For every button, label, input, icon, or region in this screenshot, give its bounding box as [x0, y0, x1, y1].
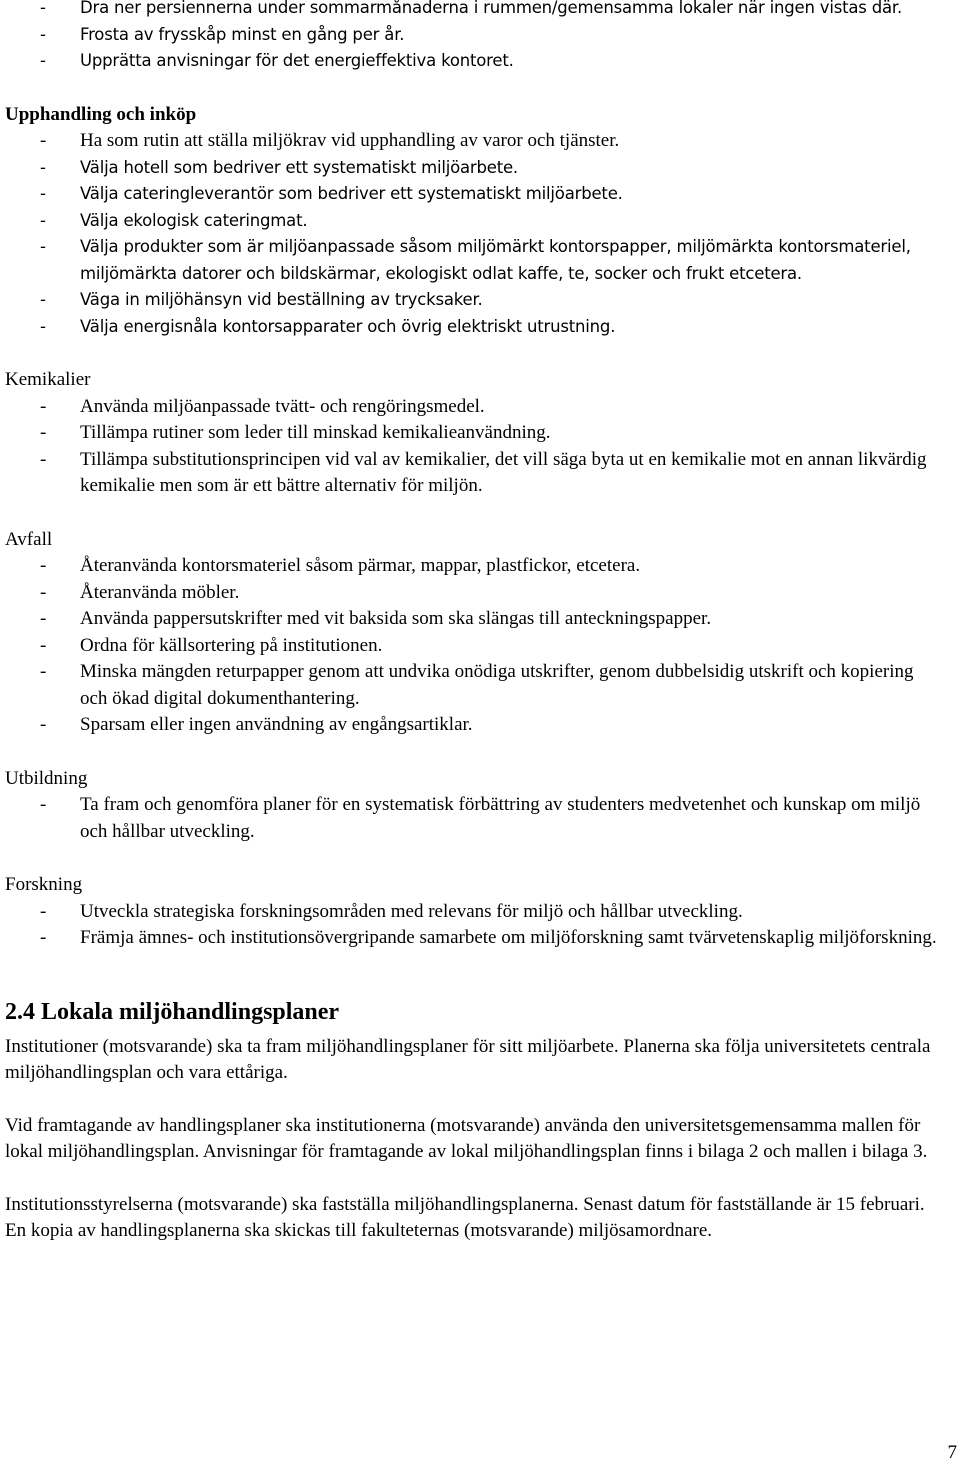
- list-item-text: Utveckla strategiska forskningsområden med relevans för miljö och hållbar utveckling.: [80, 900, 743, 922]
- list-dash: -: [40, 555, 47, 576]
- list-item-text: Återanvända möbler.: [80, 581, 240, 603]
- list-dash: -: [40, 184, 46, 203]
- section-kemikalier: [5, 367, 945, 500]
- list-item-text: Frosta av frysskåp minst en gång per år.: [80, 24, 405, 44]
- list-item: [5, 181, 945, 208]
- list-item-text: Välja hotell som bedriver ett systematiskt miljöarbete.: [80, 157, 518, 177]
- list-dash: -: [40, 237, 46, 256]
- section-heading: Avfall: [5, 528, 53, 550]
- section-title: 2.4 Lokala miljöhandlingsplaner: [5, 998, 340, 1025]
- list-item-text: Välja produkter som är miljöanpassade såsom miljömärkt kontorspapper, miljömärkta kontorsmateriel, miljömärkta datorer och bildskärmar, ekologiskt odlat kaffe, te, socker och frukt etcetera.: [80, 237, 911, 283]
- list-dash: -: [40, 581, 47, 603]
- list-item: [5, 128, 945, 155]
- list-dash: -: [40, 290, 46, 309]
- list-dash: -: [40, 608, 47, 629]
- section-heading: Forskning: [5, 874, 83, 895]
- list-dash: -: [40, 0, 46, 17]
- list-item-text: Välja energisnåla kontorsapparater och övrig elektriskt utrustning.: [80, 316, 616, 336]
- list-item-text: Tillämpa rutiner som leder till minskad kemikalieanvändning.: [80, 422, 551, 443]
- document-body: [5, 0, 945, 1271]
- list-item-text: Använda pappersutskrifter med vit baksida som ska slängas till anteckningspapper.: [80, 608, 712, 629]
- list-dash: -: [40, 448, 47, 470]
- list-dash: -: [40, 422, 47, 443]
- list-item: [5, 208, 945, 235]
- section-list: [5, 899, 945, 952]
- list-item: [5, 234, 945, 287]
- section-list: [5, 394, 945, 500]
- list-item-text: Väga in miljöhänsyn vid beställning av trycksaker.: [80, 290, 483, 309]
- section-heading: Kemikalier: [5, 369, 91, 390]
- paragraph: Institutioner (motsvarande) ska ta fram miljöhandlingsplaner för sitt miljöarbete. Planerna ska följa universitetets centrala miljöhandlingsplan och vara ettåriga.: [5, 1035, 931, 1083]
- list-item: [5, 314, 945, 341]
- list-dash: -: [40, 900, 47, 922]
- list-item: [5, 712, 945, 739]
- list-item: [5, 394, 945, 421]
- list-item: [5, 48, 945, 75]
- list-item: [5, 22, 945, 49]
- paragraph: Institutionsstyrelserna (motsvarande) ska fastställa miljöhandlingsplanerna. Senast datum för fastställande är 15 februari. En kopia av handlingsplanerna ska skickas till fakulteternas (motsvarande) miljösamordnare.: [5, 1193, 925, 1241]
- list-dash: -: [40, 634, 47, 656]
- list-dash: -: [40, 927, 47, 948]
- section-avfall: [5, 527, 945, 739]
- list-item: [5, 447, 945, 500]
- list-dash: -: [40, 157, 46, 177]
- paragraph: Vid framtagande av handlingsplaner ska institutionerna (motsvarande) använda den universitetsgemensamma mallen för lokal miljöhandlingsplan. Anvisningar för framtagande av lokal miljöhandlingsplan finns i bilaga 2 och mallen i bilaga 3.: [5, 1114, 928, 1162]
- list-dash: -: [40, 130, 47, 151]
- list-item-text: Sparsam eller ingen användning av engångsartiklar.: [80, 714, 473, 735]
- list-item: [5, 925, 945, 952]
- list-item-text: Minska mängden returpapper genom att undvika onödiga utskrifter, genom dubbelsidig utskrift och kopiering och ökad digital dokumenthantering.: [80, 661, 914, 709]
- list-item-text: Välja cateringleverantör som bedriver ett systematiskt miljöarbete.: [80, 184, 623, 203]
- section-utbildning: [5, 766, 945, 846]
- list-dash: -: [40, 24, 46, 44]
- list-item-text: Upprätta anvisningar för det energieffektiva kontoret.: [80, 51, 514, 70]
- section-list: [5, 553, 945, 739]
- section-list: [5, 792, 945, 845]
- list-dash: -: [40, 210, 46, 230]
- list-item-text: Välja ekologisk cateringmat.: [80, 210, 308, 230]
- list-dash: -: [40, 51, 46, 70]
- list-item-text: Ha som rutin att ställa miljökrav vid upphandling av varor och tjänster.: [80, 130, 620, 151]
- section-heading: Utbildning: [5, 767, 88, 789]
- list-item-text: Främja ämnes- och institutionsövergripande samarbete om miljöforskning samt tvärvetenskaplig miljöforskning.: [80, 927, 937, 948]
- list-item: [5, 580, 945, 607]
- list-item: [5, 659, 945, 712]
- section-list: [5, 128, 945, 340]
- list-dash: -: [40, 714, 47, 735]
- list-item: [5, 155, 945, 182]
- list-dash: -: [40, 316, 46, 336]
- list-dash: -: [40, 395, 47, 417]
- section-forskning: [5, 872, 945, 952]
- list-item: [5, 606, 945, 633]
- list-item-text: Återanvända kontorsmateriel såsom pärmar, mappar, plastfickor, etcetera.: [80, 555, 641, 576]
- list-item-text: Dra ner persiennerna under sommarmånaderna i rummen/gemensamma lokaler när ingen vistas där.: [80, 0, 903, 17]
- list-item-text: Tillämpa substitutionsprincipen vid val av kemikalier, det vill säga byta ut en kemikalie mot en annan likvärdig kemikalie men som är ett bättre alternativ för miljön.: [80, 448, 927, 496]
- list-item: [5, 0, 945, 22]
- top-list: [5, 0, 945, 75]
- list-dash: -: [40, 661, 47, 682]
- list-item-text: Ta fram och genomföra planer för en systematisk förbättring av studenters medvetenhet och kunskap om miljö och hållbar utveckling.: [80, 794, 921, 842]
- list-item: [5, 420, 945, 447]
- list-item-text: Använda miljöanpassade tvätt- och rengöringsmedel.: [80, 395, 485, 417]
- section-heading: Upphandling och inköp: [5, 103, 197, 125]
- list-item-text: Ordna för källsortering på institutionen.: [80, 634, 383, 656]
- list-item: [5, 633, 945, 660]
- list-item: [5, 899, 945, 926]
- page-number: 7: [947, 1442, 957, 1463]
- list-item: [5, 792, 945, 845]
- list-dash: -: [40, 794, 47, 815]
- list-item: [5, 287, 945, 314]
- section-upphandling: [5, 102, 945, 341]
- list-item: [5, 553, 945, 580]
